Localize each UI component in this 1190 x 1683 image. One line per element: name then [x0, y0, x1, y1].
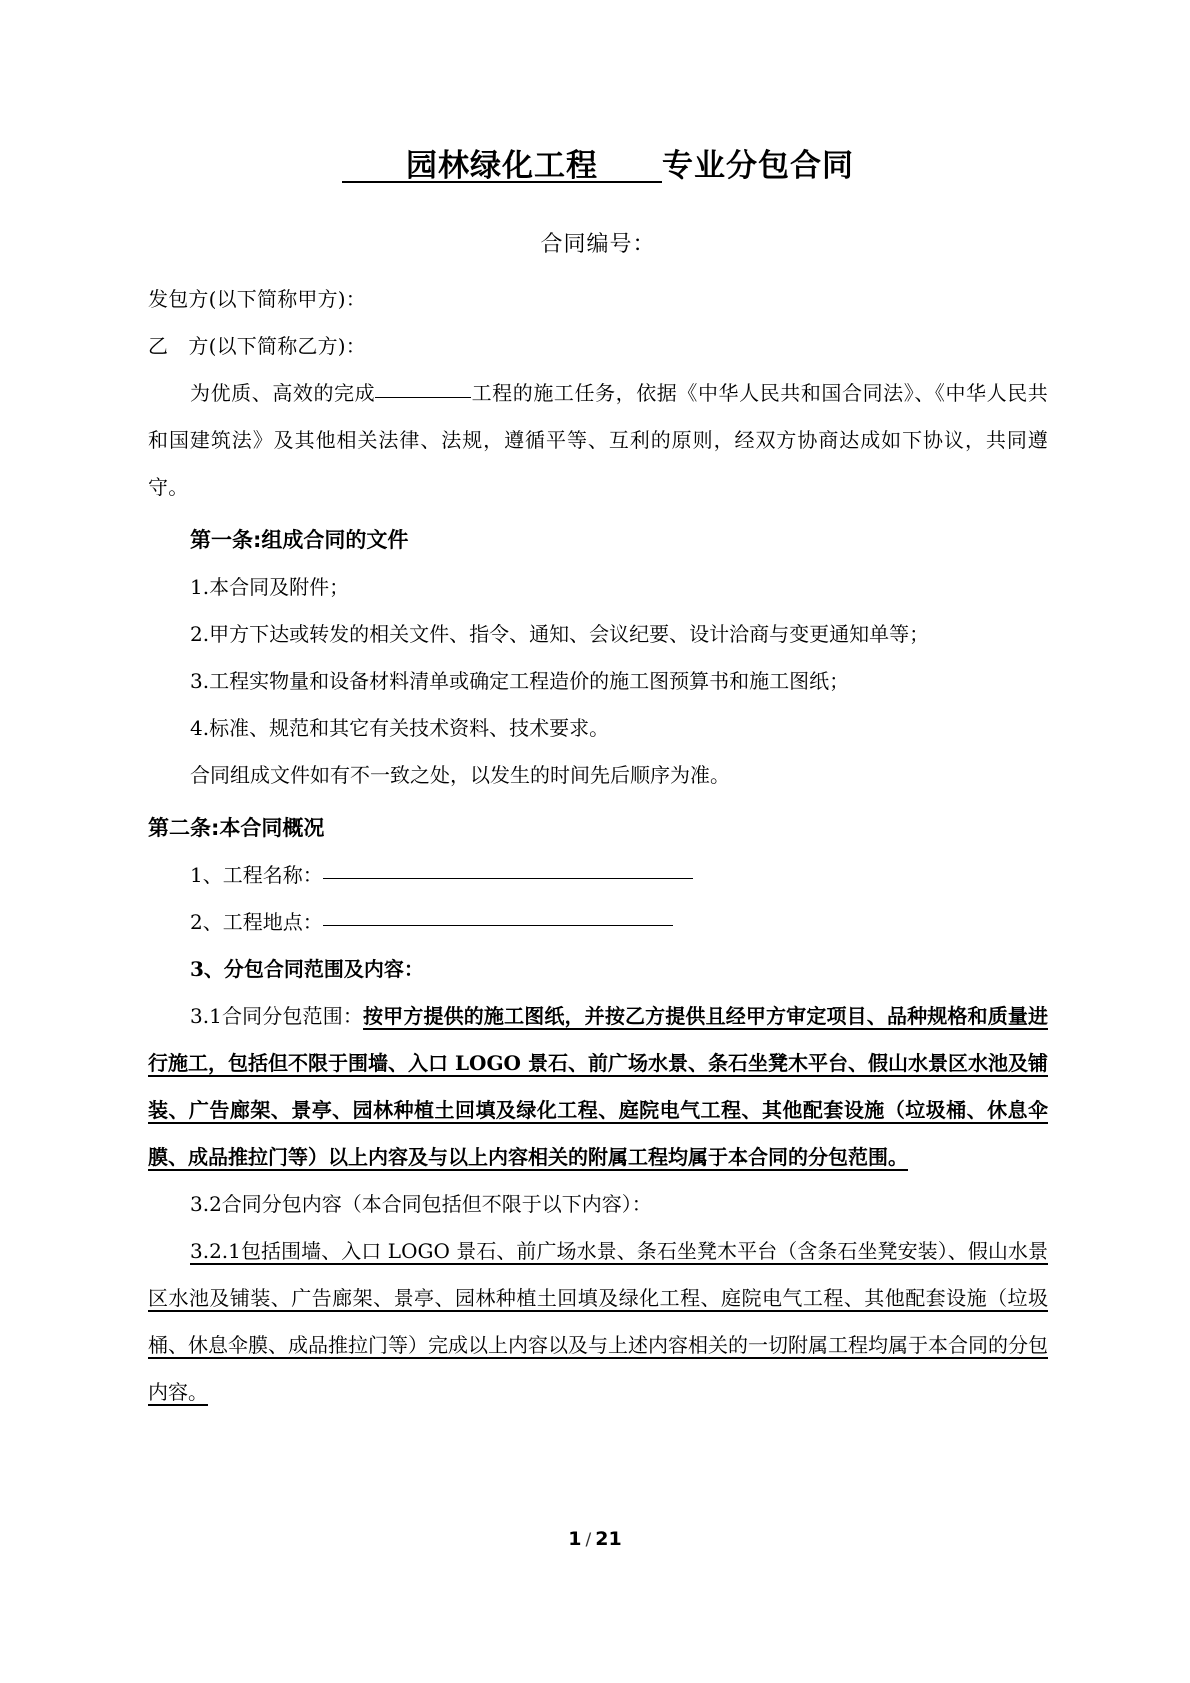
- page-content: [148, 0, 1048, 1416]
- project-location-label: 2、工程地点：: [190, 910, 323, 935]
- project-location-fill-line[interactable]: [323, 925, 673, 926]
- article-1-heading: 第一条:组成合同的文件: [190, 528, 409, 553]
- project-name-blank[interactable]: [375, 397, 471, 398]
- clause-3-1-body: 按甲方提供的施工图纸，并按乙方提供且经甲方审定项目、品种规格和质量进行施工，包括但不限于围墙、入口 LOGO 景石、前广场水景、条石坐凳木平台、假山水景区水池及铺装、广告廊架、景亭、园林种植土回填及绿化工程、庭院电气工程、其他配套设施（垃圾桶、休息伞膜、成品推拉门等）以上内容及与以上内容相关的附属工程均属于本合同的分包范围。: [148, 1004, 1048, 1170]
- clause-3-2-1: [148, 1228, 1048, 1416]
- article-1-item-2: 2.甲方下达或转发的相关文件、指令、通知、会议纪要、设计洽商与变更通知单等；: [190, 622, 930, 647]
- project-name-fill-line[interactable]: [323, 878, 693, 879]
- party-b-line: 乙 方(以下简称乙方)：: [148, 334, 367, 359]
- page-title-underlined-part: 园林绿化工程: [342, 148, 662, 184]
- project-name-label: 1、工程名称：: [190, 863, 323, 888]
- footer-total-pages: 21: [595, 1528, 622, 1550]
- contract-number-label: 合同编号：: [540, 232, 656, 258]
- party-a-line: 发包方(以下简称甲方)：: [148, 287, 367, 312]
- page-title: [148, 0, 1048, 185]
- article-2-heading: 第二条:本合同概况: [148, 816, 325, 841]
- article-1-item-3: 3.工程实物量和设备材料清单或确定工程造价的施工图预算书和施工图纸；: [190, 669, 850, 694]
- page-title-plain-part: 专业分包合同: [662, 148, 854, 184]
- preamble-after-blank: 工程的施工任务，依据《中华人民共和国合同法》、《中华人民共和国建筑法》及其他相关法律、法规，遵循平等、互利的原则，经双方协商达成如下协议，共同遵守。: [148, 381, 1048, 500]
- preamble-paragraph: [148, 370, 1048, 511]
- clause-3-2: 3.2合同分包内容（本合同包括但不限于以下内容）：: [190, 1192, 652, 1217]
- footer-current-page: 1: [568, 1528, 582, 1550]
- article-2-item-3: 3、分包合同范围及内容：: [190, 957, 424, 982]
- clause-3-2-1-body: 3.2.1包括围墙、入口 LOGO 景石、前广场水景、条石坐凳木平台（含条石坐凳安装）、假山水景区水池及铺装、广告廊架、景亭、园林种植土回填及绿化工程、庭院电气工程、其他配套设施（垃圾桶、休息伞膜、成品推拉门等）完成以上内容以及与上述内容相关的一切附属工程均属于本合同的分包内容。: [148, 1239, 1048, 1405]
- clause-3-1-label: 3.1合同分包范围：: [190, 1004, 364, 1029]
- page-footer: [0, 1528, 1190, 1550]
- article-1-item-1: 1.本合同及附件；: [190, 575, 350, 600]
- article-1-item-4: 4.标准、规范和其它有关技术资料、技术要求。: [190, 716, 610, 741]
- article-2-item-1: [148, 852, 1048, 899]
- preamble-before-blank: 为优质、高效的完成: [190, 381, 376, 406]
- footer-separator: /: [585, 1530, 592, 1550]
- clause-3-1: [148, 993, 1048, 1181]
- article-1-closing: 合同组成文件如有不一致之处，以发生的时间先后顺序为准。: [190, 763, 730, 788]
- article-2-item-2: [148, 899, 1048, 946]
